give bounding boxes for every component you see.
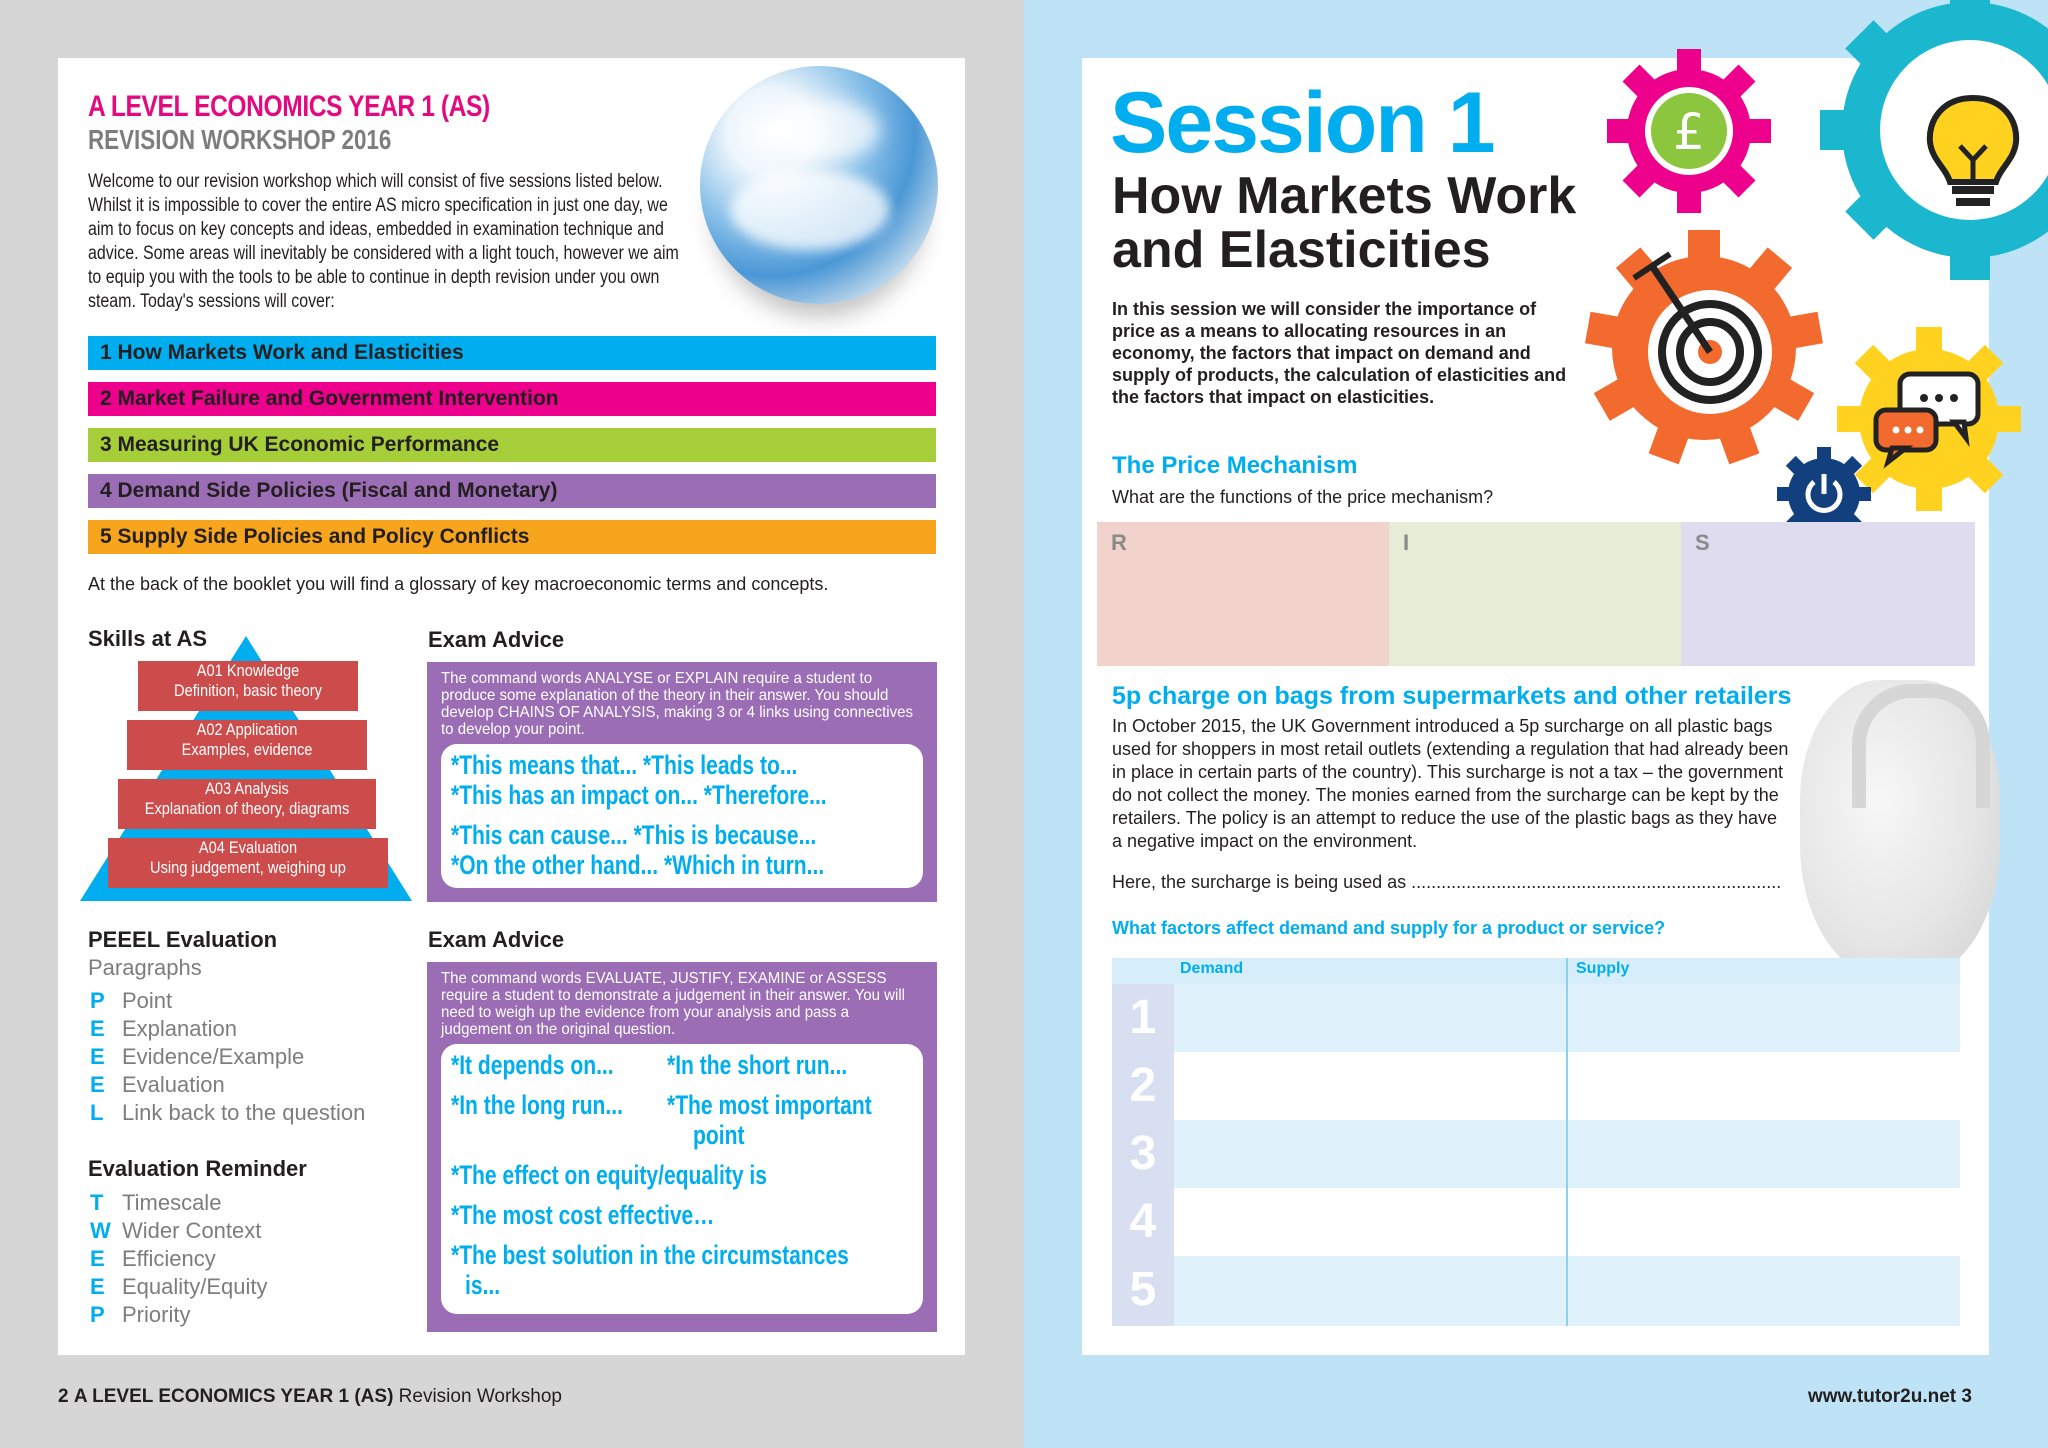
- twee-word: Timescale: [122, 1190, 222, 1215]
- session-bar-3: 3 Measuring UK Economic Performance: [88, 428, 936, 462]
- peeel-item: [90, 1072, 225, 1098]
- row-number: 1: [1112, 984, 1174, 1052]
- phrase: *The best solution in the circumstances: [451, 1240, 849, 1270]
- supply-column-header: Supply: [1576, 960, 1630, 977]
- pound-icon: £: [1673, 103, 1705, 161]
- footer-subtitle: Revision Workshop: [393, 1386, 562, 1407]
- skill-ao1: [138, 661, 358, 711]
- skill-ao2: [127, 720, 367, 770]
- intro-paragraph: Welcome to our revision workshop which will consist of five sessions listed below. Whilst it is impossible to cover the entire AS micro specification in just one day, we aim to focus on key concepts and ideas, embedded in examination technique and advice. Some areas will inevitably be considered with a light touch, however we aim to equip you with the tools to be able to continue in depth revision under you own steam. Today's sessions will cover:: [88, 171, 679, 312]
- bags-paragraph: In October 2015, the UK Government introduced a 5p surcharge on all plastic bags used for shoppers in most retail outlets (extending a regulation that had already been in place in certain parts of the country). This surcharge is not a tax – the government do not collect the money. The monies earned from the surcharge can be kept by the retailers. The policy is an attempt to reduce the use of the plastic bags as they have a negative impact on the environment.: [1112, 716, 1789, 851]
- exam-advice-heading-1: Exam Advice: [428, 627, 565, 652]
- skill-desc: Definition, basic theory: [174, 681, 322, 700]
- peeel-letter: E: [90, 1072, 105, 1097]
- page-subtitle: REVISION WORKSHOP 2016: [88, 124, 392, 155]
- demand-supply-table: [1112, 958, 1960, 1326]
- phrase: point: [693, 1120, 745, 1150]
- skill-title: A02 Application: [196, 720, 298, 739]
- footer-page-number: 2: [58, 1386, 69, 1407]
- ris-box-s[interactable]: [1681, 522, 1975, 666]
- orange-gear-icon: [1582, 226, 1826, 470]
- session-bar-1: 1 How Markets Work and Elasticities: [88, 336, 936, 370]
- skill-ao4: [108, 838, 388, 888]
- exam-advice-box-1: [427, 662, 937, 902]
- ris-label: S: [1695, 530, 1710, 555]
- exam-advice-text-1: The command words ANALYSE or EXPLAIN require a student to produce some explanation of the theory in their answer. You should develop CHAINS OF ANALYSIS, making 3 or 4 links using connectives to develop your point.: [441, 670, 914, 738]
- globe-cloud: [770, 100, 880, 160]
- phrase: *The most cost effective…: [451, 1200, 715, 1230]
- skill-desc: Explanation of theory, diagrams: [144, 799, 350, 818]
- twee-word: Efficiency: [122, 1246, 216, 1271]
- phrase: *The effect on equity/equality is: [451, 1160, 767, 1190]
- surcharge-fill-line[interactable]: Here, the surcharge is being used as ..........................................................................: [1112, 872, 1782, 892]
- skill-ao3: [118, 779, 376, 829]
- topic-title-line-2: and Elasticities: [1112, 221, 1491, 279]
- peeel-heading: PEEEL Evaluation: [88, 927, 278, 952]
- peeel-item: [90, 988, 172, 1014]
- twee-item: [90, 1190, 221, 1216]
- skill-title: A04 Evaluation: [198, 838, 298, 857]
- twee-item: [90, 1274, 268, 1300]
- demand-column-header: Demand: [1180, 960, 1244, 977]
- price-mechanism-heading: The Price Mechanism: [1112, 452, 1358, 479]
- phrases-box-1: [441, 744, 923, 888]
- phrase: *The most important: [667, 1090, 872, 1120]
- skills-heading: Skills at AS: [88, 626, 208, 651]
- ris-label: I: [1403, 530, 1410, 555]
- price-mechanism-question: What are the functions of the price mechanism?: [1112, 487, 1494, 507]
- peeel-item: [90, 1016, 237, 1042]
- plastic-bag-handle: [1852, 684, 1990, 808]
- exam-advice-heading-2: Exam Advice: [428, 927, 565, 952]
- footer-title: A LEVEL ECONOMICS YEAR 1 (AS): [73, 1386, 394, 1407]
- skill-title: A01 Knowledge: [196, 661, 300, 680]
- peeel-letter: P: [90, 988, 105, 1013]
- twee-letter: W: [90, 1218, 111, 1243]
- exam-advice-text-2: The command words EVALUATE, JUSTIFY, EXAMINE or ASSESS require a student to demonstrate a judgement in their answer. You will need to weigh up the evidence from your analysis and pass a judgement on the original question.: [441, 970, 906, 1038]
- evaluation-reminder-heading: Evaluation Reminder: [88, 1156, 307, 1181]
- phrase: *In the short run...: [667, 1050, 848, 1080]
- phrase: *In the long run...: [451, 1090, 623, 1120]
- peeel-letter: L: [90, 1100, 104, 1125]
- twee-letter: T: [90, 1190, 104, 1215]
- phrase: *On the other hand... *Which in turn...: [451, 850, 825, 880]
- ris-box-r[interactable]: [1097, 522, 1389, 666]
- glossary-note: At the back of the booklet you will find a glossary of key macroeconomic terms and concepts.: [88, 574, 829, 594]
- skill-desc: Examples, evidence: [181, 740, 313, 759]
- magenta-gear-icon: [1604, 46, 1774, 216]
- peeel-word: Point: [122, 988, 173, 1013]
- phrase: *This means that... *This leads to...: [451, 750, 798, 780]
- page-title: A LEVEL ECONOMICS YEAR 1 (AS): [88, 90, 490, 123]
- peeel-word: Evidence/Example: [122, 1044, 305, 1069]
- row-number: 2: [1112, 1052, 1174, 1120]
- peeel-letter: E: [90, 1044, 105, 1069]
- phrase: *It depends on...: [451, 1050, 614, 1080]
- globe-cloud: [730, 170, 890, 250]
- twee-item: [90, 1218, 261, 1244]
- bags-heading: 5p charge on bags from supermarkets and other retailers: [1112, 682, 1792, 710]
- topic-title-line-1: How Markets Work: [1112, 167, 1577, 225]
- session-bar-4: 4 Demand Side Policies (Fiscal and Monetary): [88, 474, 936, 508]
- twee-letter: E: [90, 1274, 105, 1299]
- peeel-subheading: Paragraphs: [88, 955, 202, 980]
- peeel-letter: E: [90, 1016, 105, 1041]
- session-bar-5: 5 Supply Side Policies and Policy Conflicts: [88, 520, 936, 554]
- ris-box-i[interactable]: [1389, 522, 1681, 666]
- factors-heading: What factors affect demand and supply for a product or service?: [1112, 918, 1666, 938]
- peeel-word: Link back to the question: [122, 1100, 366, 1125]
- ris-label: R: [1111, 530, 1127, 555]
- lightbulb-icon: [1918, 90, 2028, 210]
- row-number: 3: [1112, 1120, 1174, 1188]
- phrases-box-2: [441, 1044, 923, 1314]
- phrase: is...: [465, 1270, 501, 1300]
- peeel-item: [90, 1100, 365, 1126]
- twee-letter: E: [90, 1246, 105, 1271]
- exam-advice-box-2: [427, 962, 937, 1332]
- row-number: 4: [1112, 1188, 1174, 1256]
- twee-letter: P: [90, 1302, 105, 1327]
- peeel-word: Evaluation: [122, 1072, 225, 1097]
- peeel-word: Explanation: [122, 1016, 237, 1041]
- footer-left: [58, 1386, 562, 1408]
- footer-page-number: 3: [1961, 1386, 1972, 1407]
- peeel-item: [90, 1044, 304, 1070]
- session-heading: Session 1: [1110, 75, 1494, 171]
- twee-item: [90, 1246, 216, 1272]
- twee-word: Wider Context: [122, 1218, 262, 1243]
- session-bar-2: 2 Market Failure and Government Intervention: [88, 382, 936, 416]
- twee-word: Equality/Equity: [122, 1274, 268, 1299]
- twee-item: [90, 1302, 190, 1328]
- phrase: *This can cause... *This is because...: [451, 820, 817, 850]
- footer-right: [1808, 1386, 1972, 1408]
- footer-url[interactable]: www.tutor2u.net: [1808, 1386, 1957, 1407]
- twee-word: Priority: [122, 1302, 191, 1327]
- session-intro: In this session we will consider the importance of price as a means to allocating resources in an economy, the factors that impact on demand and supply of products, the calculation of elasticities and the factors that impact on elasticities.: [1112, 299, 1567, 407]
- row-number: 5: [1112, 1256, 1174, 1326]
- skill-title: A03 Analysis: [205, 779, 289, 798]
- skill-desc: Using judgement, weighing up: [150, 858, 346, 877]
- column-divider: [1566, 958, 1568, 1326]
- phrase: *This has an impact on... *Therefore...: [451, 780, 827, 810]
